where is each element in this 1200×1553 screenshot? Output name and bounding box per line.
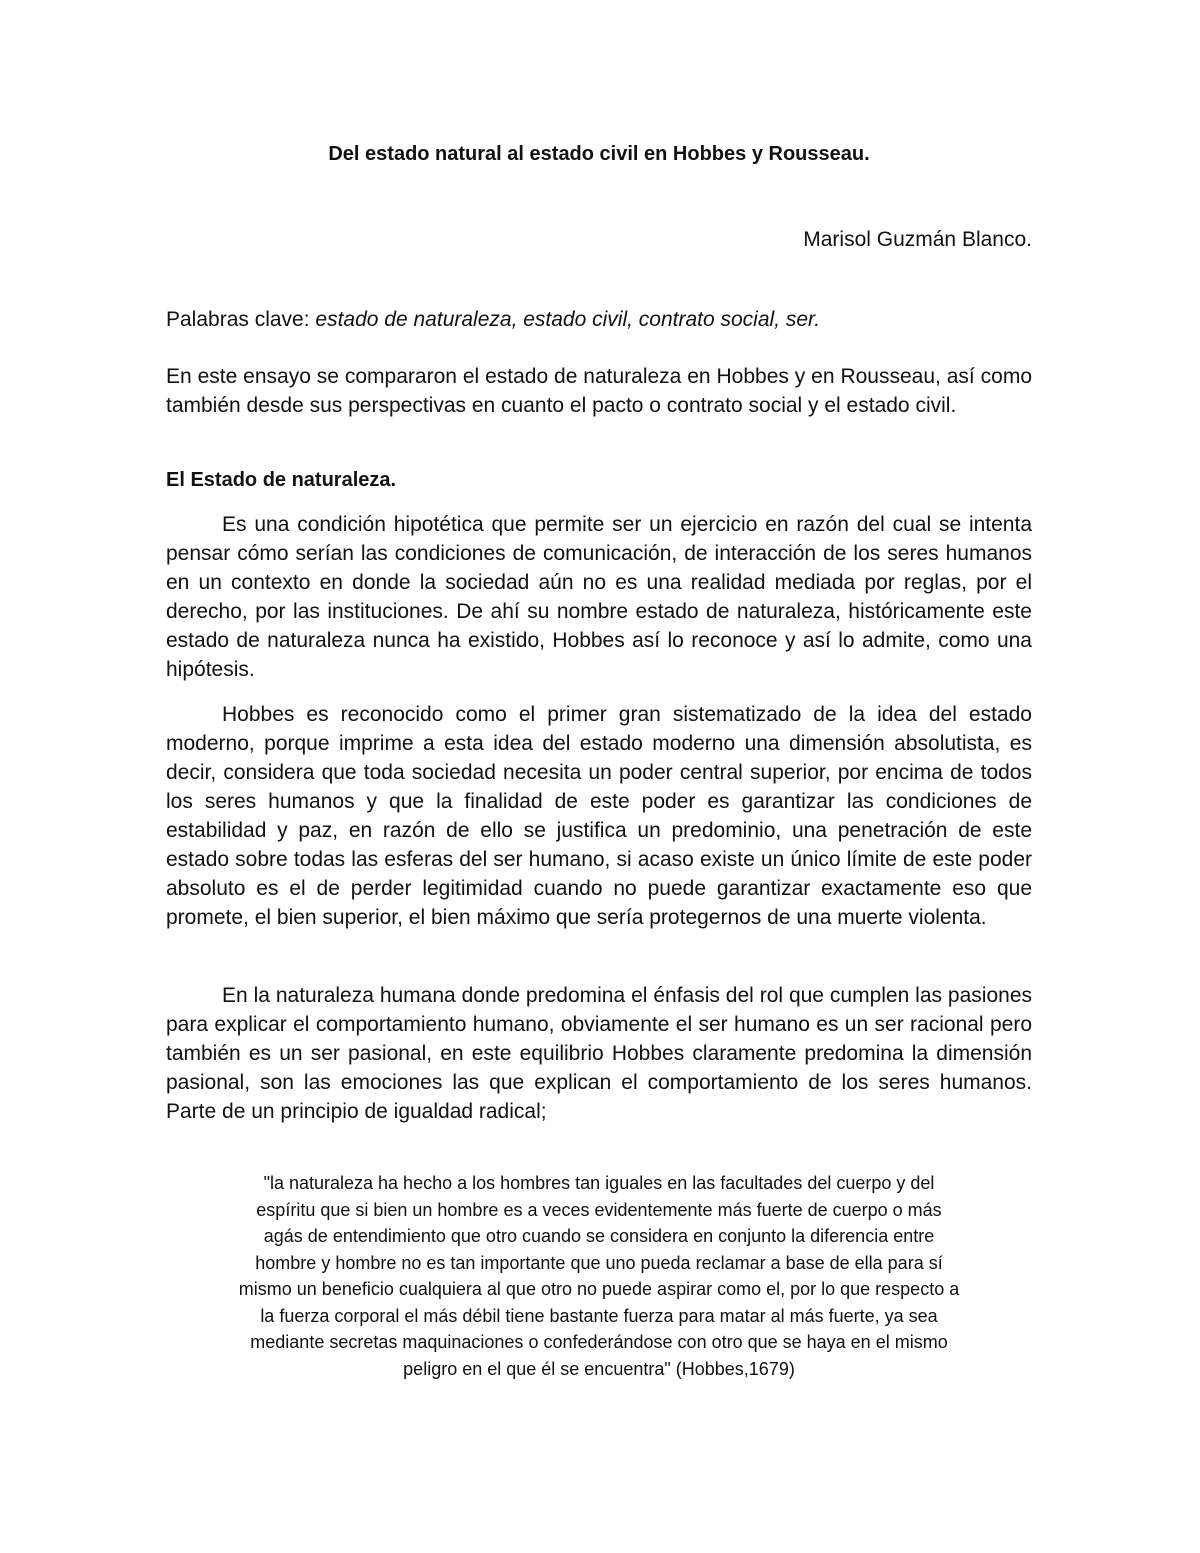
- author-name: Marisol Guzmán Blanco.: [803, 228, 1032, 251]
- quote-line: mediante secretas maquinaciones o confederándose con otro que se haya en el mismo: [250, 1332, 948, 1352]
- quote-line: peligro en el que él se encuentra" (Hobbes,1679): [403, 1358, 795, 1379]
- keywords-line: [166, 306, 1032, 334]
- abstract-paragraph: En este ensayo se compararon el estado de naturaleza en Hobbes y en Rousseau, así como también desde sus perspectivas en cuanto el pacto o contrato social y el estado civil.: [166, 365, 1032, 417]
- document-title: Del estado natural al estado civil en Hobbes y Rousseau.: [328, 143, 870, 165]
- body-paragraph-3: En la naturaleza humana donde predomina el énfasis del rol que cumplen las pasiones para explicar el comportamiento humano, obviamente el ser humano es un ser racional pero también es un ser pasional, en este equilibrio Hobbes claramente predomina la dimensión pasional, son las emociones las que explican el comportamiento de los seres humanos. Parte de un principio de igualdad radical;: [166, 984, 1032, 1123]
- quote-line: espíritu que si bien un hombre es a veces evidentemente más fuerte de cuerpo o más: [256, 1199, 942, 1220]
- quote-line: mismo un beneficio cualquiera al que otro no puede aspirar como el, por lo que respecto a: [238, 1279, 960, 1299]
- body-paragraph-2: Hobbes es reconocido como el primer gran sistematizado de la idea del estado moderno, porque imprime a esta idea del estado moderno una dimensión absolutista, es decir, considera que toda sociedad necesita un poder central superior, por encima de todos los seres humanos y que la finalidad de este poder es garantizar las condiciones de estabilidad y paz, en razón de ello se justifica un predominio, una penetración de este estado sobre todas las esferas del ser humano, si acaso existe un único límite de este poder absoluto es el de perder legitimidad cuando no puede garantizar exactamente eso que promete, el bien superior, el bien máximo que sería protegernos de una muerte violenta.: [166, 703, 1032, 929]
- quote-line: hombre y hombre no es tan importante que uno pueda reclamar a base de ella para sí: [255, 1252, 943, 1273]
- section-heading: El Estado de naturaleza.: [166, 469, 397, 491]
- body-paragraph-1: Es una condición hipotética que permite ser un ejercicio en razón del cual se intenta pensar cómo serían las condiciones de comunicación, de interacción de los seres humanos en un contexto en donde la sociedad aún no es una realidad mediada por reglas, por el derecho, por las instituciones. De ahí su nombre estado de naturaleza, históricamente este estado de naturaleza nunca ha existido, Hobbes así lo reconoce y así lo admite, como una hipótesis.: [166, 513, 1032, 681]
- quote-line: la fuerza corporal el más débil tiene bastante fuerza para matar al más fuerte, ya sea: [260, 1305, 938, 1326]
- quote-line: "la naturaleza ha hecho a los hombres tan iguales en las facultades del cuerpo y del: [263, 1173, 935, 1193]
- block-quote: [166, 1170, 1032, 1382]
- keywords-label: Palabras clave:: [166, 308, 316, 331]
- quote-line: agás de entendimiento que otro cuando se considera en conjunto la diferencia entre: [263, 1226, 935, 1246]
- keywords-list: estado de naturaleza, estado civil, contrato social, ser.: [315, 308, 821, 331]
